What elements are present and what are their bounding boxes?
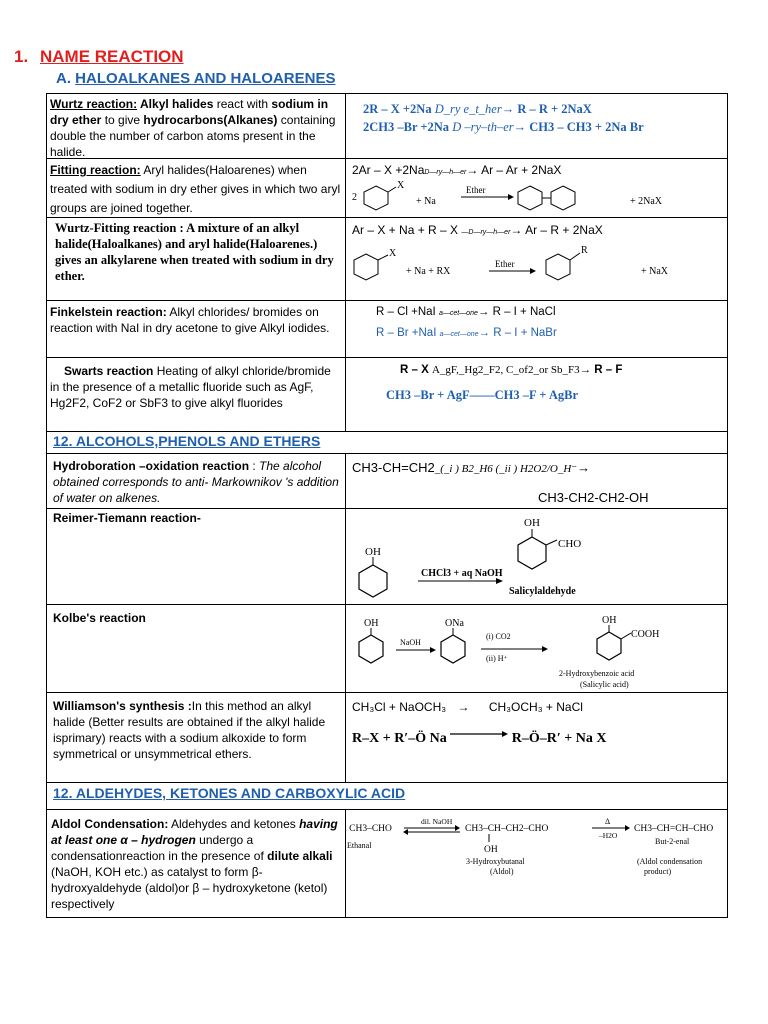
wurtz-equation-1 (363, 102, 592, 117)
aldehydes-section-cell (47, 783, 727, 809)
finkelstein-text: Alkyl chlorides/ bromides on reaction with NaI in dry acetone to give Alkyl iodides. (50, 305, 330, 335)
fitting-equation (352, 163, 561, 177)
swarts-eq1-left: R – X (400, 364, 432, 376)
finkelstein-equations (346, 301, 727, 357)
aldol-text-2: having at least one α – hydrogen (51, 817, 338, 847)
reimer-diagram-cell (346, 509, 727, 604)
wurtz-eq1-left: 2R – X +2Na (363, 102, 435, 116)
reimer-name: Reimer-Tiemann reaction- (53, 511, 201, 525)
hydroboration-description (47, 454, 346, 508)
halide-x-label: X (397, 180, 405, 191)
hydroboration-separator: : (249, 459, 260, 473)
fitting-coefficient: 2 (352, 192, 357, 203)
row-finkelstein (47, 301, 727, 358)
wurtz-eq2-left: 2CH3 –Br +2Na (363, 120, 453, 134)
row-reimer-tiemann (47, 509, 727, 605)
heading-title: NAME REACTION (40, 47, 184, 66)
bond-line (621, 633, 631, 639)
wurtz-eq1-right: → R – R + 2NaX (501, 102, 592, 116)
swarts-equation-1 (400, 364, 622, 376)
aldol-structure-diagram (342, 810, 724, 917)
row-aldol (47, 810, 727, 917)
finkelstein-name: Finkelstein reaction: (50, 305, 167, 319)
wurtz-text-3: sodium in dry ether (50, 97, 329, 127)
williamson-eq1-right: CH₃OCH₃ + NaCl (488, 700, 583, 714)
reverse-arrow-head (403, 829, 408, 835)
alcohols-section-title: 12. ALCOHOLS,PHENOLS AND ETHERS (53, 433, 321, 449)
swarts-text: Heating of alkyl chloride/bromide in the presence of a metallic fluoride such as AgF, Hg2F2, CoF2 or SbF3 to give alkyl fluorides (50, 364, 331, 410)
row-section-aldehydes (47, 783, 727, 810)
wurtz-fitting-reagents: + Na + RX (406, 266, 451, 277)
reimer-reagent: CHCl3 + aq NaOH (421, 568, 503, 579)
swarts-equation-2 (386, 388, 578, 403)
swarts-name: Swarts reaction (64, 364, 154, 378)
sub-heading-title: HALOALKANES AND HALOARENES (75, 70, 336, 87)
reimer-cho-group: CHO (558, 538, 582, 550)
swarts-equations (346, 358, 727, 431)
row-kolbe (47, 605, 727, 693)
fitting-eq-condition: D—ry—h—er (424, 169, 467, 176)
fitting-ether-label: Ether (466, 185, 486, 195)
hydroboration-product-text: CH3-CH2-CH2-OH (538, 490, 649, 505)
kolbe-product-common-name: (Salicylic acid) (580, 680, 629, 689)
fitting-description (47, 159, 346, 217)
williamson-description (47, 693, 346, 782)
main-heading (14, 47, 184, 67)
finkelstein-eq1-right: → R – I + NaCl (477, 306, 556, 318)
aldol-intermediate-name: 3-Hydroxybutanal (466, 857, 525, 866)
aldol-intermediate-label: (Aldol) (490, 867, 514, 876)
wurtz-eq2-right: → CH3 – CH3 + 2Na Br (513, 120, 644, 134)
row-fitting (47, 159, 727, 218)
halide-x-label: X (389, 248, 397, 259)
aldol-reactant-name: Ethanal (347, 841, 372, 850)
finkelstein-eq2-left: R – Br +NaI (376, 327, 440, 339)
reaction-arrow-head (508, 194, 514, 200)
wurtz-fitting-equation (352, 223, 603, 237)
fitting-sodium-label: + Na (416, 196, 436, 207)
reimer-product-name: Salicylaldehyde (509, 586, 576, 597)
kolbe-ona-intermediate: ONa (445, 618, 464, 629)
wurtz-fitting-text: A mixture of an alkyl halide(Haloalkanes) and aryl halide(Haloarenes.) gives an alkylarene when treated with sodium in dry ether. (55, 221, 334, 283)
reimer-oh-reactant: OH (365, 546, 381, 558)
reimer-oh-product: OH (524, 517, 540, 529)
benzene-ring-icon (518, 186, 542, 210)
benzene-ring-icon (364, 186, 388, 210)
kolbe-step-2: (ii) H⁺ (486, 654, 508, 663)
aldol-name: Aldol Condensation: (51, 817, 169, 831)
bond-line (570, 253, 580, 260)
hydroboration-eq-left: CH3-CH=CH2 (352, 460, 435, 475)
williamson-equation-1 (352, 700, 583, 714)
kolbe-structure-diagram (346, 605, 726, 692)
williamson-equations (346, 693, 727, 782)
wurtz-fitting-eq-left: Ar – X + Na + R – X (352, 223, 462, 237)
wurtz-description (47, 94, 346, 158)
wurtz-eq2-condition: D –ry–th–er (452, 120, 514, 134)
wurtz-equation-2 (363, 120, 644, 135)
fitting-text: Aryl halides(Haloarenes) when treated with sodium in dry ether gives in which two aryl groups are joined together. (50, 163, 341, 215)
swarts-description (47, 358, 346, 431)
row-hydroboration (47, 454, 727, 509)
fitting-product-label: + 2NaX (630, 196, 663, 207)
aldol-product-note-1: (Aldol condensation (637, 857, 703, 866)
reimer-description (47, 509, 346, 604)
wurtz-fitting-product-label: + NaX (641, 266, 669, 277)
aldol-intermediate-oh: OH (484, 845, 498, 855)
wurtz-fitting-structure-diagram (346, 240, 726, 300)
row-swarts (47, 358, 727, 432)
row-williamson (47, 693, 727, 783)
wurtz-fitting-description (47, 218, 346, 300)
aldol-reactant: 2 CH3–CHO (342, 824, 392, 834)
finkelstein-equation-2 (376, 327, 557, 339)
hydroboration-text: The alcohol obtained corresponds to anti- Markownikov 's addition of water on alkenes. (53, 459, 339, 505)
aldol-intermediate: CH3–CH–CH2–CHO (465, 824, 549, 834)
sub-heading-letter: A. (56, 70, 71, 87)
finkelstein-eq2-condition: a—cet—one (439, 331, 479, 338)
williamson-eq1-arrow: → (457, 700, 470, 714)
benzene-ring-icon (518, 537, 546, 569)
williamson-name: Williamson's synthesis : (53, 699, 192, 713)
benzene-ring-icon (597, 632, 621, 660)
wurtz-text-4: to give (101, 113, 144, 127)
reaction-arrow-head (542, 646, 548, 652)
benzene-ring-icon (359, 635, 383, 663)
kolbe-name: Kolbe's reaction (53, 611, 146, 625)
williamson-text: In this method an alkyl halide (Better results are obtained if the alkyl halide isprimary) reacts with a sodium alkoxide to form symmetrical or unsymmetrical ethers. (53, 699, 326, 761)
bond-line (388, 187, 396, 192)
fitting-equations (346, 159, 727, 217)
benzene-ring-icon (551, 186, 575, 210)
aldol-product-name: But-2-enal (655, 837, 690, 846)
finkelstein-description (47, 301, 346, 357)
aldol-product: CH3–CH=CH–CHO (634, 824, 714, 834)
kolbe-oh-product: OH (602, 615, 617, 626)
wurtz-text-1: Alkyl halides (137, 97, 214, 111)
heading-number: 1. (14, 47, 29, 66)
alkyl-r-label: R (581, 245, 588, 256)
wurtz-fitting-eq-right: → Ar – R + 2NaX (510, 223, 603, 237)
reimer-structure-diagram (346, 509, 726, 604)
swarts-eq2: CH3 –Br + AgF——CH3 –F + AgBr (386, 388, 579, 402)
alcohols-section-cell (47, 432, 727, 453)
bond-line (546, 540, 557, 545)
swarts-eq1-condition: A_gF,_Hg2_F2, C_of2_or Sb_F3 (431, 364, 580, 376)
reaction-arrow-head (530, 268, 536, 274)
aldol-description (47, 810, 346, 917)
aldol-heat-symbol: Δ (605, 817, 611, 826)
aldol-water-loss: –H2O (599, 831, 618, 840)
row-wurtz (47, 94, 727, 159)
fitting-structure-diagram (346, 176, 726, 216)
row-section-alcohols (47, 432, 727, 454)
wurtz-fitting-name: Wurtz-Fitting reaction : (55, 221, 184, 235)
kolbe-description (47, 605, 346, 692)
swarts-eq1-right: → R – F (579, 364, 623, 376)
reaction-arrow-icon (450, 730, 508, 738)
aldol-diagram-cell (342, 810, 727, 917)
hydroboration-equations (346, 454, 727, 508)
finkelstein-equation-1 (376, 306, 556, 318)
bond-line (378, 255, 388, 260)
aldol-product-note-2: product) (644, 867, 672, 876)
benzene-ring-icon (546, 254, 570, 280)
row-wurtz-fitting (47, 218, 727, 301)
kolbe-oh-reactant: OH (364, 618, 379, 629)
reactions-table (46, 93, 728, 918)
finkelstein-eq1-left: R – Cl +NaI (376, 306, 439, 318)
sub-heading (56, 70, 335, 87)
kolbe-product-name: 2-Hydroxybenzoic acid (559, 669, 635, 678)
aldol-text-5: (NaOH, KOH etc.) as catalyst to form β-hydroxyaldehyde (aldol)or β – hydroxyketone (ketol) respectively (51, 865, 328, 911)
wurtz-name: Wurtz reaction: (50, 97, 138, 111)
aldol-catalyst: dil. NaOH (421, 817, 453, 826)
kolbe-cooh-group: COOH (631, 629, 660, 640)
williamson-arrow (450, 727, 508, 743)
williamson-eq2-left: R–X + R′–Ö Na (352, 731, 447, 746)
fitting-eq-left: 2Ar – X +2Na (352, 163, 425, 177)
fitting-name: Fitting reaction: (50, 163, 141, 177)
kolbe-step-1: (i) CO2 (486, 632, 511, 641)
williamson-eq1-left: CH₃Cl + NaOCH₃ (352, 700, 447, 714)
wurtz-eq1-condition: D_ry e_t_her (434, 102, 502, 116)
wurtz-text-6: containing double the number of carbon atoms present in the halide. (50, 113, 336, 158)
aldol-text-1: Aldehydes and ketones (168, 817, 300, 831)
wurtz-fitting-eq-condition: —D—ry—h—er (461, 229, 511, 236)
williamson-equation-2 (352, 731, 607, 747)
aldol-text-3: undergo a condensationreaction in the presence of (51, 833, 268, 863)
wurtz-text-5: hydrocarbons(Alkanes) (143, 113, 278, 127)
aldol-text-4: dilute alkali (267, 849, 333, 863)
hydroboration-eq-arrow: → (577, 460, 591, 475)
wurtz-equations (346, 94, 727, 158)
wurtz-fitting-equations (346, 218, 727, 300)
benzene-ring-icon (359, 565, 387, 597)
finkelstein-eq2-right: → R – I + NaBr (478, 327, 557, 339)
wurtz-fitting-ether-label: Ether (495, 259, 515, 269)
finkelstein-eq1-condition: a—cet—one (438, 310, 478, 317)
hydroboration-name: Hydroboration –oxidation reaction (53, 459, 250, 473)
wurtz-text-2: react with (213, 97, 272, 111)
hydroboration-equation (352, 460, 590, 475)
reaction-arrow-head (455, 825, 460, 831)
benzene-ring-icon (354, 254, 378, 280)
hydroboration-eq-condition: _(_i ) B2_H6 (_ii ) H2O2/O_H⁻ (434, 463, 578, 475)
kolbe-naoh-label: NaOH (400, 638, 421, 647)
benzene-ring-icon (441, 635, 465, 663)
fitting-eq-right: → Ar – Ar + 2NaX (466, 163, 562, 177)
reaction-arrow-head (430, 647, 436, 653)
hydroboration-product (538, 490, 649, 505)
aldehydes-section-title: 12. ALDEHYDES, KETONES AND CARBOXYLIC ACID (53, 785, 406, 801)
reaction-arrow-head (625, 825, 630, 831)
williamson-eq2-right: R–Ö–R′ + Na X (511, 731, 607, 746)
kolbe-diagram-cell (346, 605, 727, 692)
